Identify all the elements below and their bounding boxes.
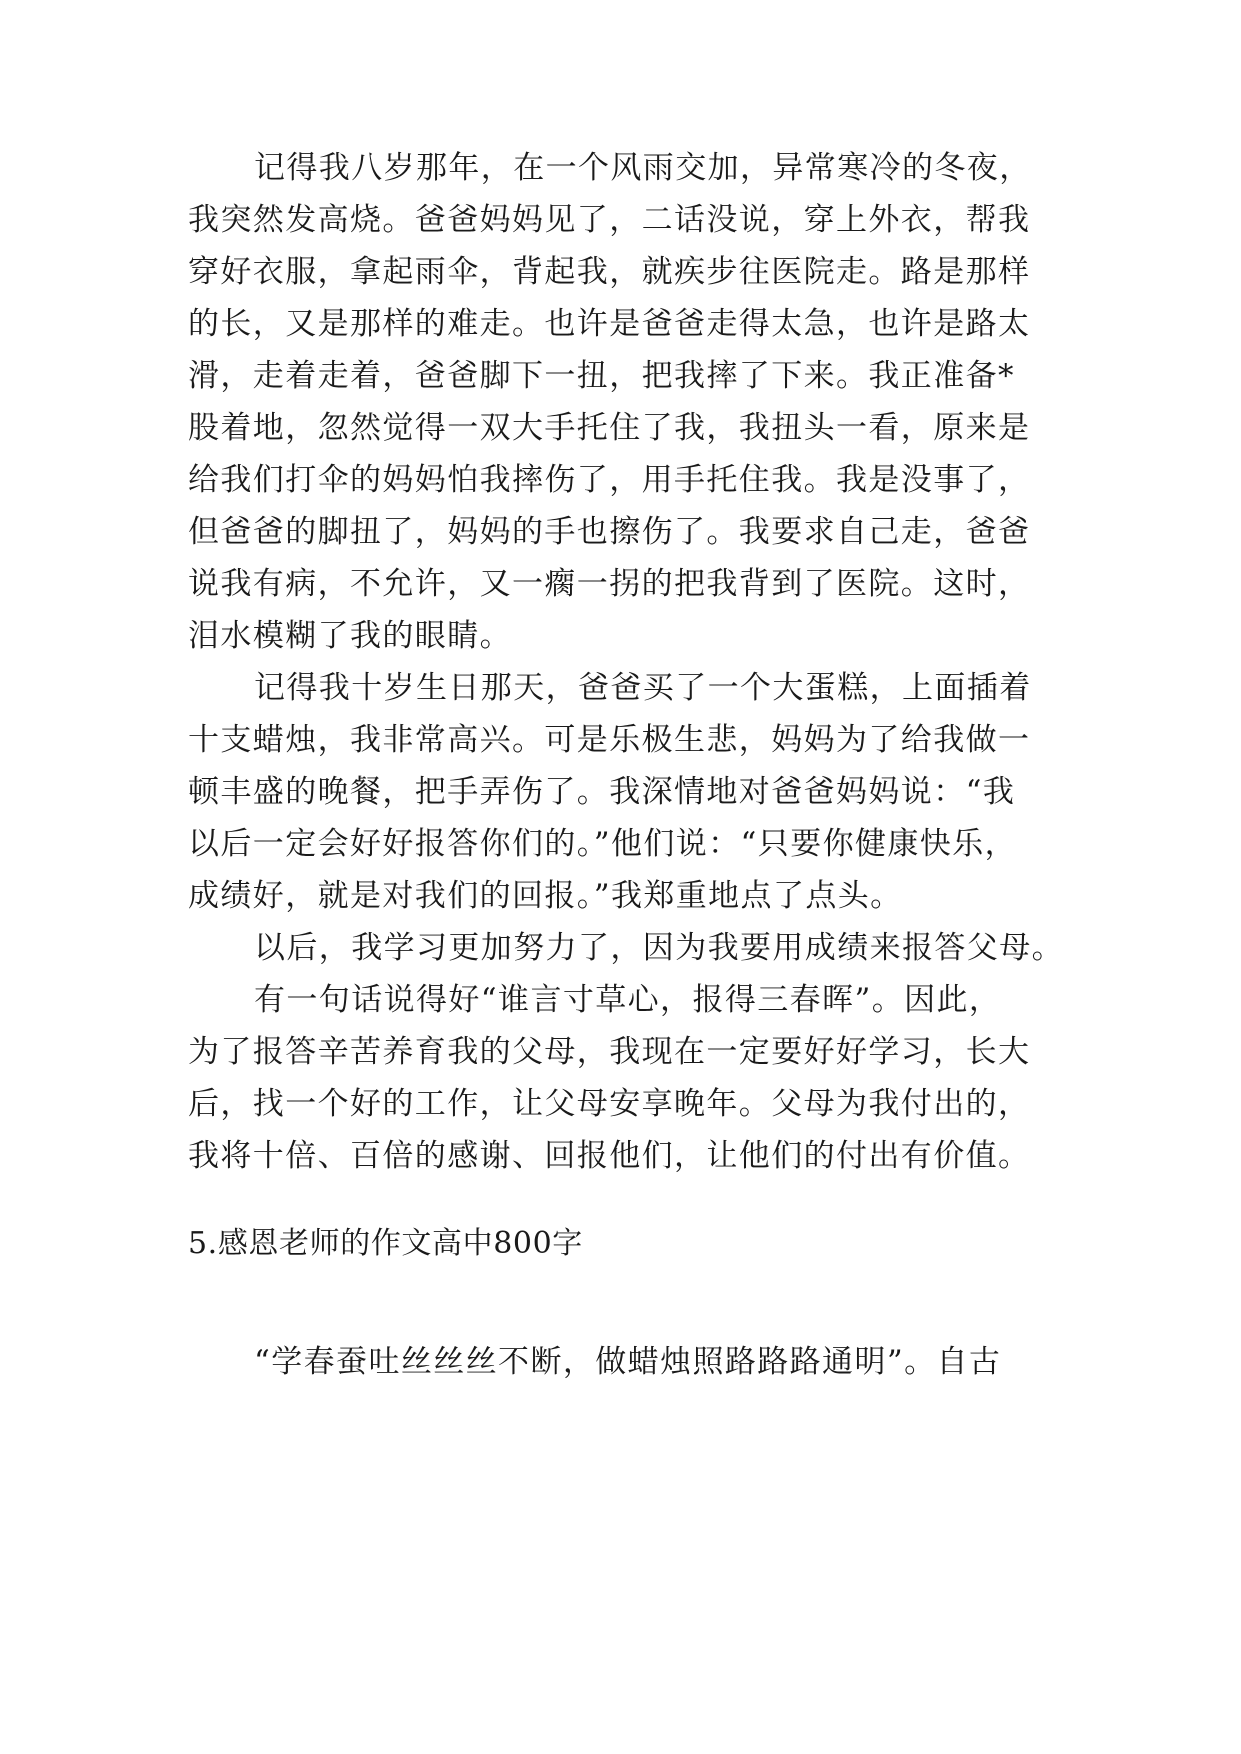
paragraph-line: 股着地，忽然觉得一双大手托住了我，我扭头一看，原来是 [188,410,1031,446]
paragraph-line: “学春蚕吐丝丝丝不断，做蜡烛照路路路通明”。自古 [254,1344,1002,1380]
paragraph-line: 穿好衣服，拿起雨伞，背起我，就疾步往医院走。路是那样 [188,254,1031,290]
paragraph-line: 我突然发高烧。爸爸妈妈见了，二话没说，穿上外衣，帮我 [188,202,1031,238]
paragraph-line: 但爸爸的脚扭了，妈妈的手也擦伤了。我要求自己走，爸爸 [188,514,1031,550]
paragraph-line: 滑，走着走着，爸爸脚下一扭，把我摔了下来。我正准备* [188,358,1015,394]
paragraph-line: 以后一定会好好报答你们的。”他们说：“只要你健康快乐， [188,826,1017,862]
paragraph-line: 我将十倍、百倍的感谢、回报他们，让他们的付出有价值。 [188,1138,1031,1174]
paragraph-line: 记得我十岁生日那天，爸爸买了一个大蛋糕，上面插着 [254,670,1032,706]
paragraph-line: 十支蜡烛，我非常高兴。可是乐极生悲，妈妈为了给我做一 [188,722,1031,758]
paragraph-line: 成绩好，就是对我们的回报。”我郑重地点了点头。 [188,878,903,914]
paragraph-line: 以后，我学习更加努力了，因为我要用成绩来报答父母。 [254,930,1064,966]
paragraph-line: 说我有病，不允许，又一瘸一拐的把我背到了医院。这时， [188,566,1031,602]
paragraph-line: 泪水模糊了我的眼睛。 [188,618,512,654]
paragraph-line: 后，找一个好的工作，让父母安享晚年。父母为我付出的， [188,1086,1031,1122]
paragraph-line: 记得我八岁那年，在一个风雨交加，异常寒冷的冬夜， [254,150,1032,186]
paragraph-line: 给我们打伞的妈妈怕我摔伤了，用手托住我。我是没事了， [188,462,1031,498]
paragraph-line: 顿丰盛的晚餐，把手弄伤了。我深情地对爸爸妈妈说：“我 [188,774,1016,810]
paragraph-line: 的长，又是那样的难走。也许是爸爸走得太急，也许是路太 [188,306,1031,342]
paragraph-line: 有一句话说得好“谁言寸草心，报得三春晖”。因此， [254,982,1002,1018]
section-heading: 5.感恩老师的作文高中800字 [188,1226,583,1261]
paragraph-line: 为了报答辛苦养育我的父母，我现在一定要好好学习，长大 [188,1034,1031,1070]
